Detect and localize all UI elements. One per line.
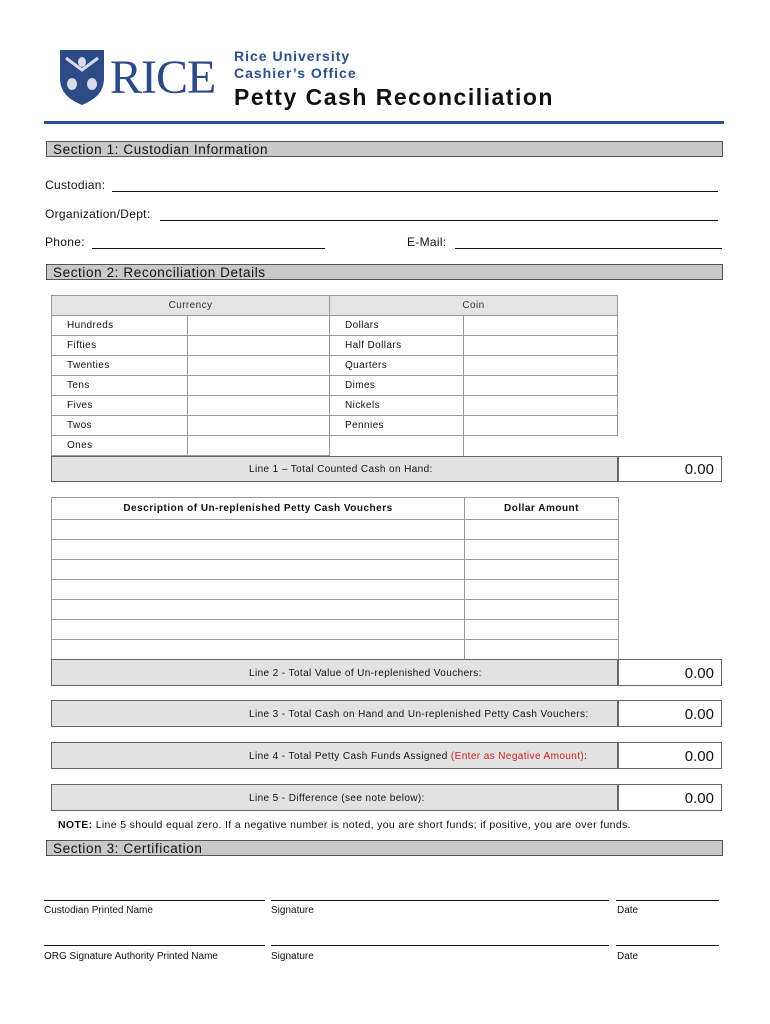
- voucher-amount-input[interactable]: [465, 600, 619, 620]
- email-field[interactable]: [455, 248, 722, 249]
- line1-label: Line 1 – Total Counted Cash on Hand:: [249, 464, 433, 475]
- currency-label: Tens: [52, 376, 188, 396]
- currency-header: Currency: [52, 296, 330, 316]
- currency-amount-input[interactable]: [188, 316, 330, 336]
- email-label: E-Mail:: [407, 235, 447, 249]
- coin-amount-input[interactable]: [464, 316, 618, 336]
- voucher-amount-input[interactable]: [465, 540, 619, 560]
- currency-label: Hundreds: [52, 316, 188, 336]
- date-label: Date: [617, 951, 639, 962]
- voucher-amount-header: Dollar Amount: [465, 498, 619, 520]
- rice-shield-icon: [58, 48, 106, 106]
- coin-amount-input[interactable]: [464, 336, 618, 356]
- custodian-field[interactable]: [112, 191, 718, 192]
- line4-label-group: [249, 751, 587, 762]
- cash-count-table: [51, 295, 618, 456]
- empty-cell: [464, 436, 618, 456]
- line4-label: Line 4 - Total Petty Cash Funds Assigned: [249, 751, 448, 762]
- line3-amount[interactable]: 0.00: [618, 700, 722, 727]
- custodian-name-label: Custodian Printed Name: [44, 905, 153, 916]
- currency-amount-input[interactable]: [188, 396, 330, 416]
- coin-amount-input[interactable]: [464, 416, 618, 436]
- org-authority-name-field[interactable]: [44, 945, 265, 946]
- note-text: Line 5 should equal zero. If a negative number is noted, you are short funds; if positive, you are over funds.: [92, 819, 631, 831]
- line1-row: [51, 456, 618, 482]
- voucher-amount-input[interactable]: [465, 560, 619, 580]
- line4-amount[interactable]: 0.00: [618, 742, 722, 769]
- line5-note: [58, 819, 631, 831]
- date-label: Date: [617, 905, 639, 916]
- currency-label: Ones: [52, 436, 188, 456]
- currency-amount-input[interactable]: [188, 416, 330, 436]
- section1-header: Section 1: Custodian Information: [46, 141, 723, 157]
- voucher-amount-input[interactable]: [465, 520, 619, 540]
- currency-amount-input[interactable]: [188, 376, 330, 396]
- line2-row: [51, 659, 618, 686]
- coin-label: Quarters: [330, 356, 464, 376]
- line5-amount[interactable]: 0.00: [618, 784, 722, 811]
- custodian-label: Custodian:: [45, 178, 106, 192]
- line2-label: Line 2 - Total Value of Un-replenished Vouchers:: [249, 668, 482, 679]
- voucher-desc-header: Description of Un-replenished Petty Cash Vouchers: [52, 498, 465, 520]
- voucher-desc-input[interactable]: [52, 560, 465, 580]
- voucher-desc-input[interactable]: [52, 520, 465, 540]
- line4-colon: :: [584, 751, 588, 762]
- voucher-table: [51, 497, 619, 660]
- voucher-amount-input[interactable]: [465, 580, 619, 600]
- custodian-signature-field[interactable]: [271, 900, 609, 901]
- voucher-desc-input[interactable]: [52, 600, 465, 620]
- office-name: Cashier’s Office: [234, 65, 357, 81]
- line3-label: Line 3 - Total Cash on Hand and Un-replenished Petty Cash Vouchers:: [249, 709, 589, 720]
- currency-amount-input[interactable]: [188, 356, 330, 376]
- title-divider: [44, 121, 724, 124]
- org-authority-name-label: ORG Signature Authority Printed Name: [44, 951, 218, 962]
- custodian-date-field[interactable]: [616, 900, 719, 901]
- org-authority-signature-field[interactable]: [271, 945, 609, 946]
- coin-amount-input[interactable]: [464, 376, 618, 396]
- coin-label: Nickels: [330, 396, 464, 416]
- line4-negative-note: (Enter as Negative Amount): [450, 751, 585, 762]
- currency-label: Fifties: [52, 336, 188, 356]
- coin-amount-input[interactable]: [464, 396, 618, 416]
- coin-amount-input[interactable]: [464, 356, 618, 376]
- note-label: NOTE:: [58, 819, 93, 831]
- line2-amount[interactable]: 0.00: [618, 659, 722, 686]
- page-title: Petty Cash Reconciliation: [234, 84, 554, 110]
- line5-row: [51, 784, 618, 811]
- line4-row: [51, 742, 618, 769]
- org-authority-date-field[interactable]: [616, 945, 719, 946]
- section2-header: Section 2: Reconciliation Details: [46, 264, 723, 280]
- signature-label: Signature: [271, 905, 314, 916]
- currency-amount-input[interactable]: [188, 436, 330, 456]
- voucher-desc-input[interactable]: [52, 620, 465, 640]
- phone-label: Phone:: [45, 235, 85, 249]
- signature-label: Signature: [271, 951, 314, 962]
- coin-label: Dimes: [330, 376, 464, 396]
- section3-header: Section 3: Certification: [46, 840, 723, 856]
- voucher-amount-input[interactable]: [465, 640, 619, 660]
- org-dept-label: Organization/Dept:: [45, 207, 151, 221]
- currency-label: Twos: [52, 416, 188, 436]
- voucher-desc-input[interactable]: [52, 580, 465, 600]
- currency-label: Twenties: [52, 356, 188, 376]
- rice-logo: [58, 48, 218, 108]
- coin-label: Half Dollars: [330, 336, 464, 356]
- coin-header: Coin: [330, 296, 618, 316]
- university-name: Rice University: [234, 48, 351, 64]
- org-dept-field[interactable]: [160, 220, 718, 221]
- voucher-amount-input[interactable]: [465, 620, 619, 640]
- coin-label: Dollars: [330, 316, 464, 336]
- empty-cell: [330, 436, 464, 456]
- voucher-desc-input[interactable]: [52, 540, 465, 560]
- line3-row: [51, 700, 618, 727]
- phone-field[interactable]: [92, 248, 325, 249]
- line5-label: Line 5 - Difference (see note below):: [249, 793, 425, 804]
- voucher-desc-input[interactable]: [52, 640, 465, 660]
- line1-amount[interactable]: 0.00: [618, 456, 722, 482]
- currency-label: Fives: [52, 396, 188, 416]
- currency-amount-input[interactable]: [188, 336, 330, 356]
- custodian-name-field[interactable]: [44, 900, 265, 901]
- coin-label: Pennies: [330, 416, 464, 436]
- logo-wordmark: RICE: [110, 51, 216, 104]
